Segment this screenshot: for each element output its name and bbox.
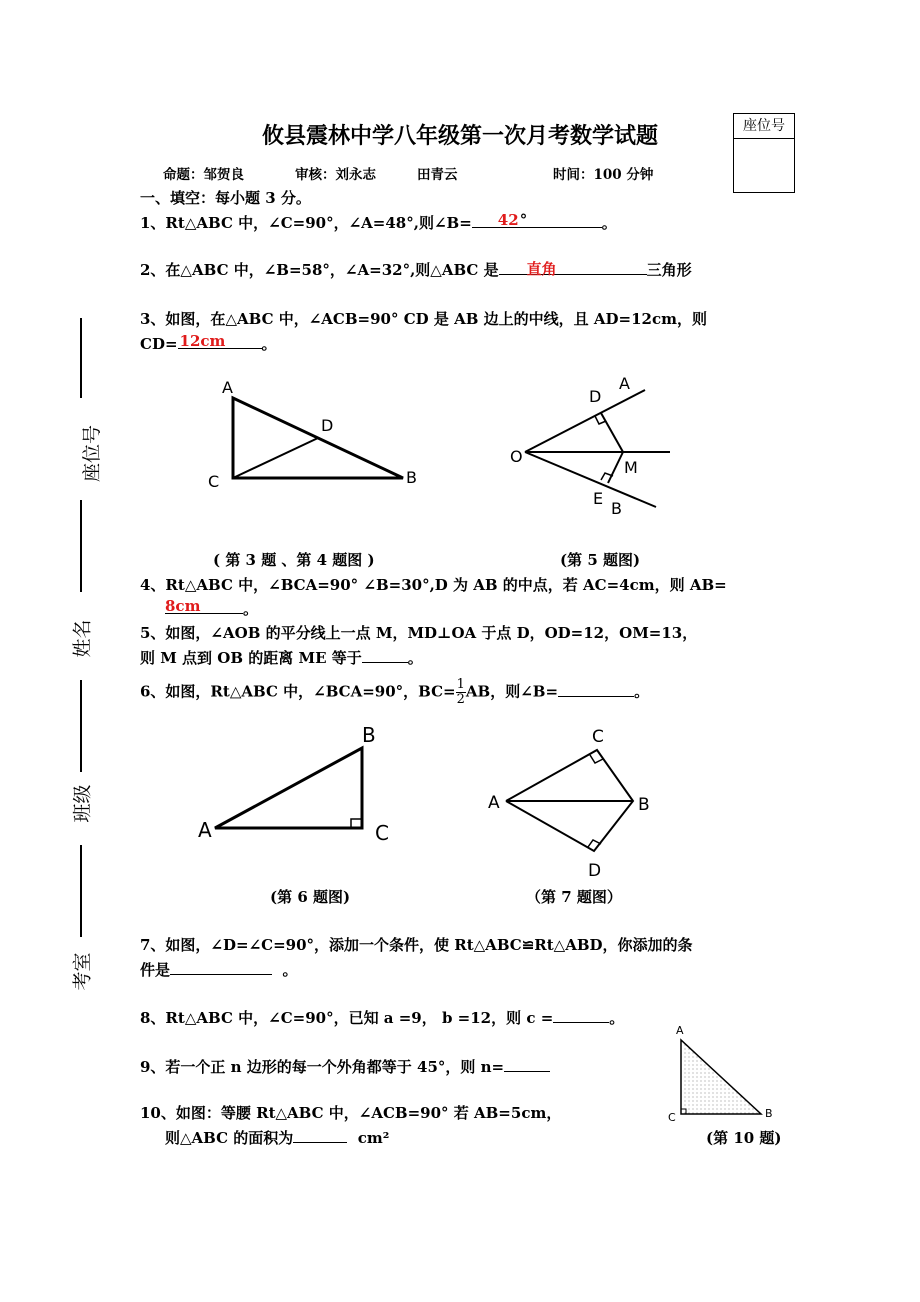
question-4-line-2 [165,598,258,619]
punctuation: 。 [601,214,617,232]
punctuation: 。 [261,335,277,353]
answer: 8cm [165,597,201,615]
question-10-line-1: 10、如图：等腰 Rt△ABC 中，∠ACB=90° 若 AB=5cm， [140,1104,562,1122]
answer-blank[interactable] [553,1008,609,1023]
question-5-line-2 [140,647,423,668]
label-b: B [611,499,622,518]
label-b: B [362,723,376,747]
answer-blank[interactable] [293,1128,347,1143]
binding-line [80,318,82,398]
answer-blank[interactable] [170,960,272,975]
triangle-abc [215,748,362,828]
median-cd [233,438,318,478]
answer-blank[interactable] [558,682,634,697]
label-o: O [510,447,523,466]
question-4-line-1: 4、Rt△ABC 中，∠BCA=90° ∠B=30°,D 为 AB 的中点，若 AC=4cm，则 AB= [140,576,727,594]
answer: 12cm [179,332,226,350]
binding-line [80,500,82,592]
question-text: 则 M 点到 OB 的距离 ME 等于 [140,649,362,667]
question-text: 件是 [140,961,171,979]
question-5-line-1: 5、如图，∠AOB 的平分线上一点 M，MD⊥OA 于点 D，OD=12，OM=13， [140,624,698,642]
punctuation: 。 [243,600,259,618]
section-heading: 一、填空：每小题 3 分。 [140,189,311,207]
side-label-name: 姓名 [71,619,94,658]
question-text: 8、Rt△ABC 中，∠C=90°，已知 a =9， b =12，则 c = [140,1009,554,1027]
question-text: 则△ABC 的面积为 [165,1129,294,1147]
answer: 42 [497,211,519,229]
reviewer-2: 田青云 [417,167,458,183]
caption-fig-7: （第 7 题图） [526,888,622,906]
question-text: 9、若一个正 n 边形的每一个外角都等于 45°，则 n= [140,1058,505,1076]
question-7-line-2 [140,959,297,980]
triangle-abc [681,1040,761,1114]
fraction-one-half [456,678,466,707]
answer-blank[interactable] [504,1057,550,1072]
unit: cm² [357,1129,390,1147]
question-text: AB，则∠B= [465,682,559,701]
fraction-denominator: 2 [456,692,465,707]
binding-line [80,845,82,937]
segment-md [601,413,623,452]
label-c: C [592,727,604,747]
answer-blank[interactable] [165,599,243,614]
answer-blank[interactable] [499,260,647,278]
question-8 [140,1007,624,1028]
segment-me [608,452,623,483]
label-c: C [668,1111,676,1124]
label-a: A [198,818,212,842]
punctuation: 。 [634,682,650,701]
label-c: C [375,821,389,845]
answer: 直角 [526,260,557,278]
seat-number-label: 座位号 [734,114,794,139]
question-text: CD= [140,335,178,353]
side-label-class: 班级 [71,784,94,823]
figure-10 [664,1020,784,1130]
question-9 [140,1056,550,1077]
label-b: B [406,468,417,487]
answer-blank[interactable] [362,648,408,663]
reviewer: 审核：刘永志 [295,167,376,183]
caption-fig-10: (第 10 题) [706,1129,782,1147]
degree-sign: ° [519,211,528,229]
side-label-seat: 座位号 [81,424,104,483]
label-e: E [593,489,604,508]
exam-time: 时间：100 分钟 [553,167,654,183]
caption-fig-5: (第 5 题图) [560,551,641,569]
question-10-line-2 [165,1127,389,1148]
figure-7 [480,720,670,885]
question-3-line-2 [140,333,277,354]
author: 命题：邹贺良 [163,167,244,183]
binding-line [80,680,82,772]
caption-fig-6: (第 6 题图) [270,888,351,906]
question-suffix: 三角形 [646,261,692,279]
question-2 [140,259,692,280]
label-a: A [222,378,233,397]
label-c: C [208,472,220,491]
answer-blank[interactable] [472,213,602,228]
label-b: B [765,1107,773,1120]
label-a: A [676,1024,684,1037]
figure-6 [190,718,410,848]
caption-fig-3-4: ( 第 3 题 、第 4 题图 ) [213,551,375,569]
page-title: 攸县震林中学八年级第一次月考数学试题 [261,123,658,149]
label-d: D [589,387,602,406]
question-1 [140,212,617,233]
punctuation: 。 [609,1009,625,1027]
answer-blank[interactable] [178,334,262,349]
side-label-room: 考室 [71,952,94,991]
question-text: 1、Rt△ABC 中，∠C=90°，∠A=48°,则∠B= [140,214,472,232]
ray-oa [525,390,645,452]
question-7-line-1: 7、如图，∠D=∠C=90°，添加一个条件，使 Rt△ABC≌Rt△ABD，你添加的条 [140,936,693,954]
punctuation: 。 [407,649,423,667]
question-text: 2、在△ABC 中，∠B=58°，∠A=32°,则△ABC 是 [140,261,499,279]
label-m: M [624,458,638,477]
question-text: 6、如图，Rt△ABC 中，∠BCA=90°，BC= [140,682,456,701]
figure-5 [505,370,685,520]
label-b: B [638,795,650,815]
question-6 [140,678,649,707]
fraction-numerator: 1 [456,677,465,692]
label-a: A [488,793,500,813]
punctuation: 。 [282,961,298,979]
label-a: A [619,374,630,393]
figure-3-4 [200,370,440,500]
label-d: D [321,416,334,435]
label-d: D [588,861,602,881]
question-3-line-1: 3、如图，在△ABC 中，∠ACB=90° CD 是 AB 边上的中线，且 AD=12cm，则 [140,310,707,328]
